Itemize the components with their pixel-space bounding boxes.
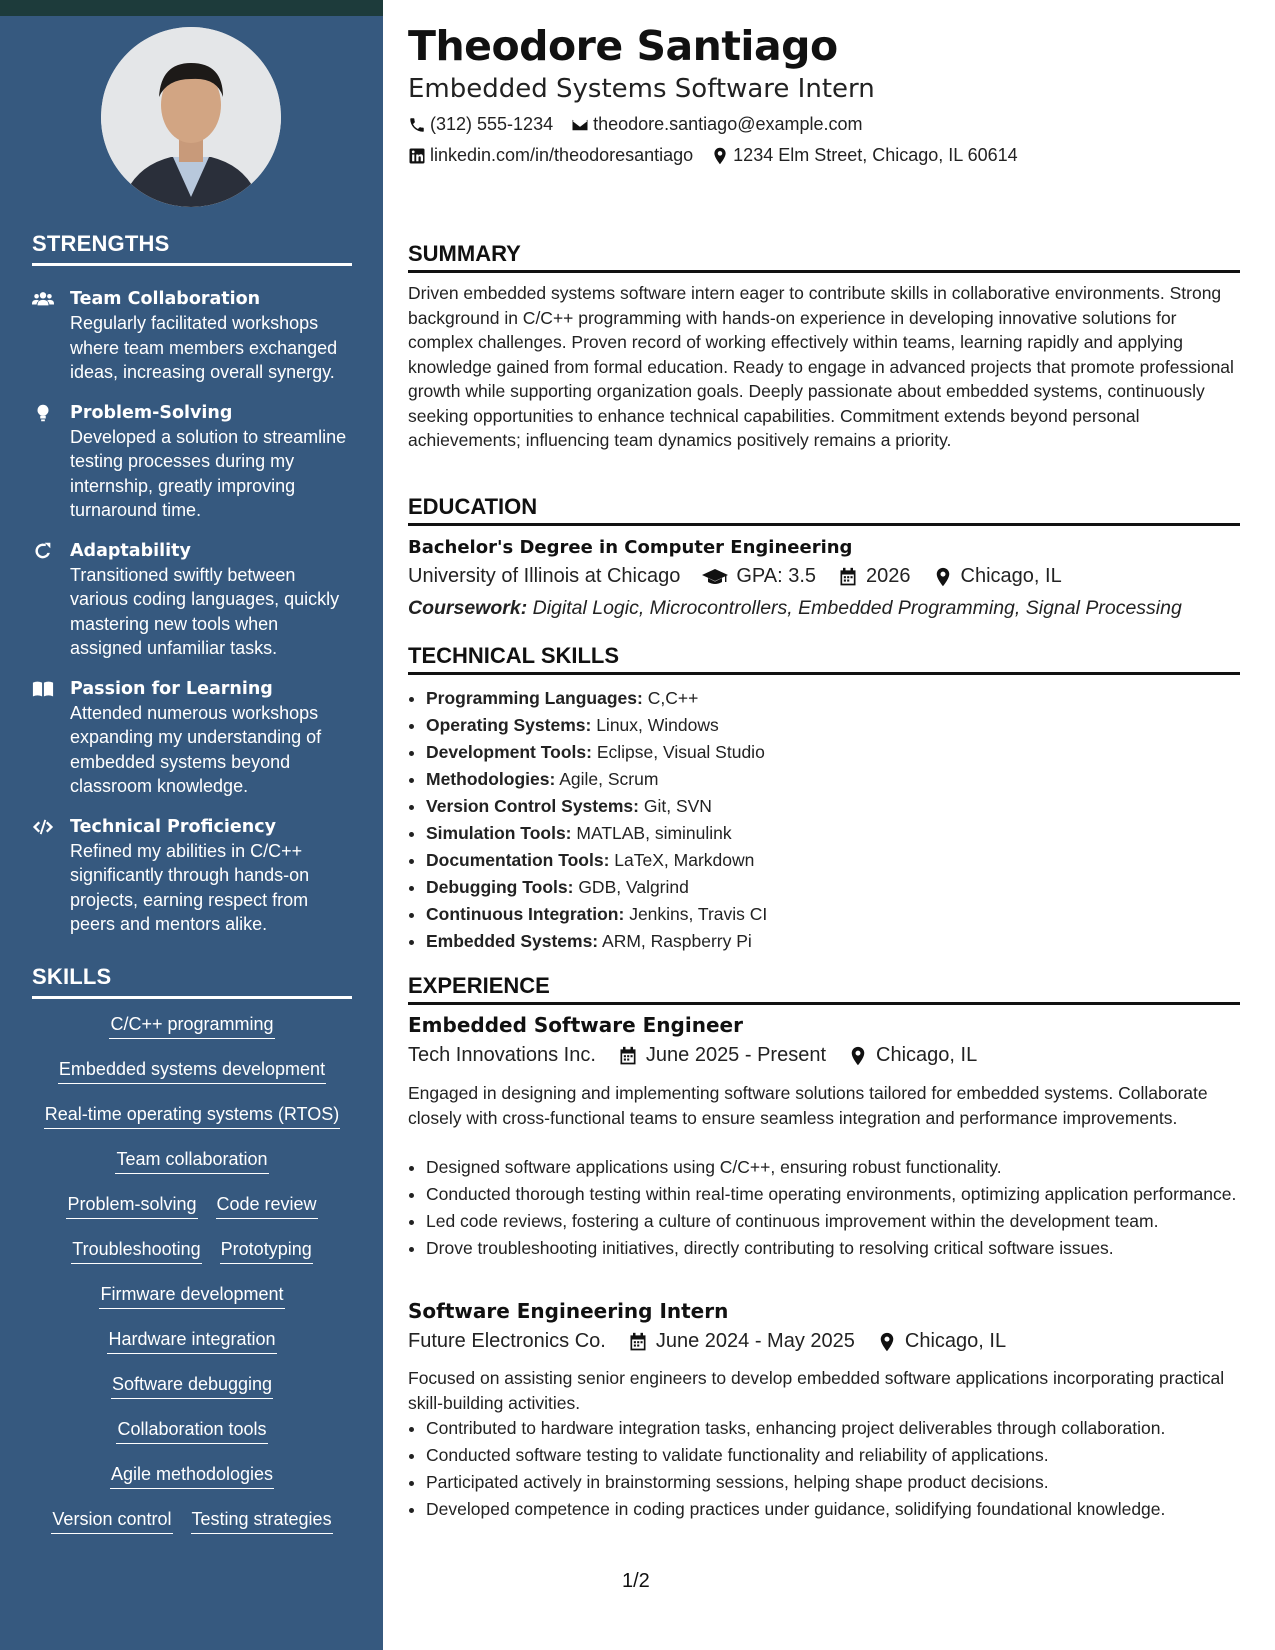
list-item: • Contributed to hardware integration tasks, enhancing project deliverables through collaboration. bbox=[426, 1416, 1240, 1441]
email-item[interactable] bbox=[571, 114, 862, 135]
strengths-heading: STRENGTHS bbox=[32, 231, 352, 266]
skill-chip: Testing strategies bbox=[191, 1507, 333, 1534]
list-item: • Conducted software testing to validate functionality and reliability of applications. bbox=[426, 1443, 1240, 1468]
skill-label: Simulation Tools: bbox=[426, 823, 572, 843]
users-icon bbox=[32, 287, 70, 385]
graduation-cap-icon bbox=[702, 567, 728, 587]
linkedin-item[interactable] bbox=[408, 145, 693, 166]
list-item bbox=[426, 848, 1240, 873]
coursework-line bbox=[408, 597, 1182, 620]
address-item bbox=[711, 145, 1018, 166]
map-pin-icon bbox=[848, 1046, 868, 1066]
phone-text: (312) 555-1234 bbox=[430, 114, 554, 134]
phone-item[interactable] bbox=[408, 114, 553, 135]
skills-heading: SKILLS bbox=[32, 964, 352, 999]
skill-value: ARM, Raspberry Pi bbox=[602, 931, 752, 951]
skill-value: C,C++ bbox=[647, 688, 699, 708]
list-item: • Developed competence in coding practices under guidance, solidifying foundational knowledge. bbox=[426, 1497, 1240, 1522]
school-name: University of Illinois at Chicago bbox=[408, 565, 681, 587]
skill-chip: Real-time operating systems (RTOS) bbox=[44, 1102, 340, 1129]
skill-chip: Agile methodologies bbox=[110, 1462, 274, 1489]
skill-label: Documentation Tools: bbox=[426, 850, 610, 870]
skill-value: GDB, Valgrind bbox=[578, 877, 689, 897]
company-name: Tech Innovations Inc. bbox=[408, 1044, 596, 1066]
strength-description: Transitioned swiftly between various coding languages, quickly mastering new tools when assigned unfamiliar tasks. bbox=[70, 564, 340, 658]
list-item bbox=[426, 686, 1240, 711]
skill-value: MATLAB, siminulink bbox=[576, 823, 732, 843]
skill-label: Methodologies: bbox=[426, 769, 556, 789]
job-role: Software Engineering Intern bbox=[408, 1299, 729, 1323]
summary-heading: SUMMARY bbox=[408, 241, 1240, 273]
skill-chip: C/C++ programming bbox=[109, 1012, 274, 1039]
calendar-icon bbox=[838, 567, 858, 587]
skill-chip: Firmware development bbox=[99, 1282, 284, 1309]
job-title: Embedded Systems Software Intern bbox=[408, 74, 875, 104]
list-item bbox=[426, 713, 1240, 738]
page-number: 1/2 bbox=[622, 1570, 650, 1592]
list-item: • Participated actively in brainstorming sessions, helping shape product decisions. bbox=[426, 1470, 1240, 1495]
list-item bbox=[426, 767, 1240, 792]
job-bullets bbox=[408, 1155, 1240, 1263]
education-heading: EDUCATION bbox=[408, 494, 1240, 526]
book-icon bbox=[32, 677, 70, 799]
gpa-text: GPA: 3.5 bbox=[736, 565, 817, 587]
skills-chips bbox=[22, 1012, 362, 1552]
list-item bbox=[426, 875, 1240, 900]
list-item bbox=[426, 929, 1240, 954]
sidebar bbox=[0, 0, 383, 1650]
skill-chip: Hardware integration bbox=[107, 1327, 276, 1354]
strength-item bbox=[32, 287, 352, 385]
strength-item bbox=[32, 677, 352, 799]
list-item bbox=[426, 902, 1240, 927]
candidate-name: Theodore Santiago bbox=[408, 22, 838, 70]
envelope-icon bbox=[571, 116, 589, 134]
skill-label: Programming Languages: bbox=[426, 688, 643, 708]
strength-title: Problem-Solving bbox=[70, 402, 233, 423]
list-item: • Conducted thorough testing within real-time operating environments, optimizing application performance. bbox=[426, 1182, 1240, 1207]
skill-chip: Problem-solving bbox=[66, 1192, 197, 1219]
job-location: Chicago, IL bbox=[904, 1330, 1007, 1352]
technical-skills-heading: TECHNICAL SKILLS bbox=[408, 643, 1240, 675]
contact-row bbox=[408, 114, 863, 135]
skill-label: Continuous Integration: bbox=[426, 904, 625, 924]
job-bullets bbox=[408, 1416, 1240, 1524]
contact-row bbox=[408, 145, 1018, 166]
strength-title: Adaptability bbox=[70, 540, 191, 561]
job-dates: June 2025 - Present bbox=[645, 1044, 827, 1066]
strength-title: Team Collaboration bbox=[70, 289, 261, 309]
skill-label: Development Tools: bbox=[426, 742, 592, 762]
avatar bbox=[101, 27, 281, 207]
school-location: Chicago, IL bbox=[960, 565, 1062, 587]
list-item: • Led code reviews, fostering a culture of continuous improvement within the development team. bbox=[426, 1209, 1240, 1234]
map-pin-icon bbox=[933, 567, 953, 587]
coursework-list: Digital Logic, Microcontrollers, Embedded Programming, Signal Processing bbox=[532, 597, 1182, 619]
strengths-list bbox=[32, 287, 352, 953]
skill-value: Jenkins, Travis CI bbox=[629, 904, 768, 924]
strength-description: Attended numerous workshops expanding my understanding of embedded systems beyond classroom knowledge. bbox=[70, 702, 322, 796]
job-dates: June 2024 - May 2025 bbox=[655, 1330, 855, 1352]
degree-title: Bachelor's Degree in Computer Engineering bbox=[408, 537, 853, 558]
skill-value: Eclipse, Visual Studio bbox=[596, 742, 765, 762]
strength-item bbox=[32, 539, 352, 661]
skill-chip: Collaboration tools bbox=[116, 1417, 267, 1444]
strength-item bbox=[32, 815, 352, 937]
skill-value: Agile, Scrum bbox=[559, 769, 659, 789]
top-strip bbox=[0, 0, 383, 16]
skill-label: Version Control Systems: bbox=[426, 796, 639, 816]
list-item bbox=[426, 740, 1240, 765]
job-role: Embedded Software Engineer bbox=[408, 1013, 743, 1037]
job-meta bbox=[408, 1044, 977, 1067]
code-icon bbox=[32, 815, 70, 937]
strength-title: Passion for Learning bbox=[70, 678, 273, 699]
skill-chip: Code review bbox=[216, 1192, 318, 1219]
redo-icon bbox=[32, 539, 70, 661]
portrait-photo bbox=[101, 27, 281, 207]
skill-chip: Troubleshooting bbox=[71, 1237, 201, 1264]
skill-label: Debugging Tools: bbox=[426, 877, 574, 897]
skill-chip: Software debugging bbox=[111, 1372, 273, 1399]
strength-title: Technical Proficiency bbox=[70, 816, 276, 837]
map-pin-icon bbox=[711, 147, 729, 165]
skill-value: LaTeX, Markdown bbox=[614, 850, 755, 870]
calendar-icon bbox=[628, 1332, 648, 1352]
graduation-year: 2026 bbox=[866, 565, 911, 587]
strength-item bbox=[32, 401, 352, 523]
education-meta bbox=[408, 565, 1062, 588]
skill-value: Git, SVN bbox=[643, 796, 712, 816]
strength-description: Regularly facilitated workshops where team members exchanged ideas, increasing overall synergy. bbox=[70, 313, 338, 382]
company-name: Future Electronics Co. bbox=[408, 1330, 606, 1352]
skill-label: Operating Systems: bbox=[426, 715, 592, 735]
skill-chip: Version control bbox=[51, 1507, 172, 1534]
skill-chip: Embedded systems development bbox=[58, 1057, 326, 1084]
job-meta bbox=[408, 1330, 1006, 1353]
list-item: • Designed software applications using C/C++, ensuring robust functionality. bbox=[426, 1155, 1240, 1180]
skill-value: Linux, Windows bbox=[596, 715, 719, 735]
job-location: Chicago, IL bbox=[876, 1044, 978, 1066]
experience-heading: EXPERIENCE bbox=[408, 973, 1240, 1005]
email-text: theodore.santiago@example.com bbox=[593, 114, 863, 134]
skill-chip: Prototyping bbox=[220, 1237, 313, 1264]
skill-chip: Team collaboration bbox=[115, 1147, 268, 1174]
linkedin-text: linkedin.com/in/theodoresantiago bbox=[430, 145, 694, 165]
job-summary: Engaged in designing and implementing software solutions tailored for embedded systems. Collaborate closely with cross-functional teams to ensure seamless integration and performance improvements. bbox=[408, 1083, 1208, 1128]
list-item bbox=[426, 794, 1240, 819]
skill-label: Embedded Systems: bbox=[426, 931, 599, 951]
lightbulb-icon bbox=[32, 401, 70, 523]
phone-icon bbox=[408, 116, 426, 134]
summary-text: Driven embedded systems software intern eager to contribute skills in collaborative environments. Strong background in C/C++ programming with hands-on experience in developing innovative solutions for complex challenges. Proven record of working effectively within teams, learning rapidly and applying knowledge gained from formal education. Ready to engage in advanced projects that promote professional growth while supporting organization goals. Deeply passionate about embedded systems, continuously seeking opportunities to enhance technical capabilities. Commitment extends beyond personal achievements; influencing team dynamics positively remains a priority. bbox=[408, 283, 1234, 450]
list-item bbox=[426, 821, 1240, 846]
coursework-label: Coursework: bbox=[408, 597, 528, 619]
calendar-icon bbox=[618, 1046, 638, 1066]
list-item: • Drove troubleshooting initiatives, directly contributing to resolving critical software issues. bbox=[426, 1236, 1240, 1261]
map-pin-icon bbox=[877, 1332, 897, 1352]
address-text: 1234 Elm Street, Chicago, IL 60614 bbox=[733, 145, 1018, 165]
technical-skills-list bbox=[408, 686, 1240, 956]
job-summary: Focused on assisting senior engineers to develop embedded software applications incorporating practical skill-building activities. bbox=[408, 1368, 1225, 1413]
strength-description: Refined my abilities in C/C++ significantly through hands-on projects, earning respect from peers and mentors alike. bbox=[70, 840, 310, 934]
linkedin-icon bbox=[408, 147, 426, 165]
strength-description: Developed a solution to streamline testing processes during my internship, greatly improving turnaround time. bbox=[70, 426, 347, 520]
